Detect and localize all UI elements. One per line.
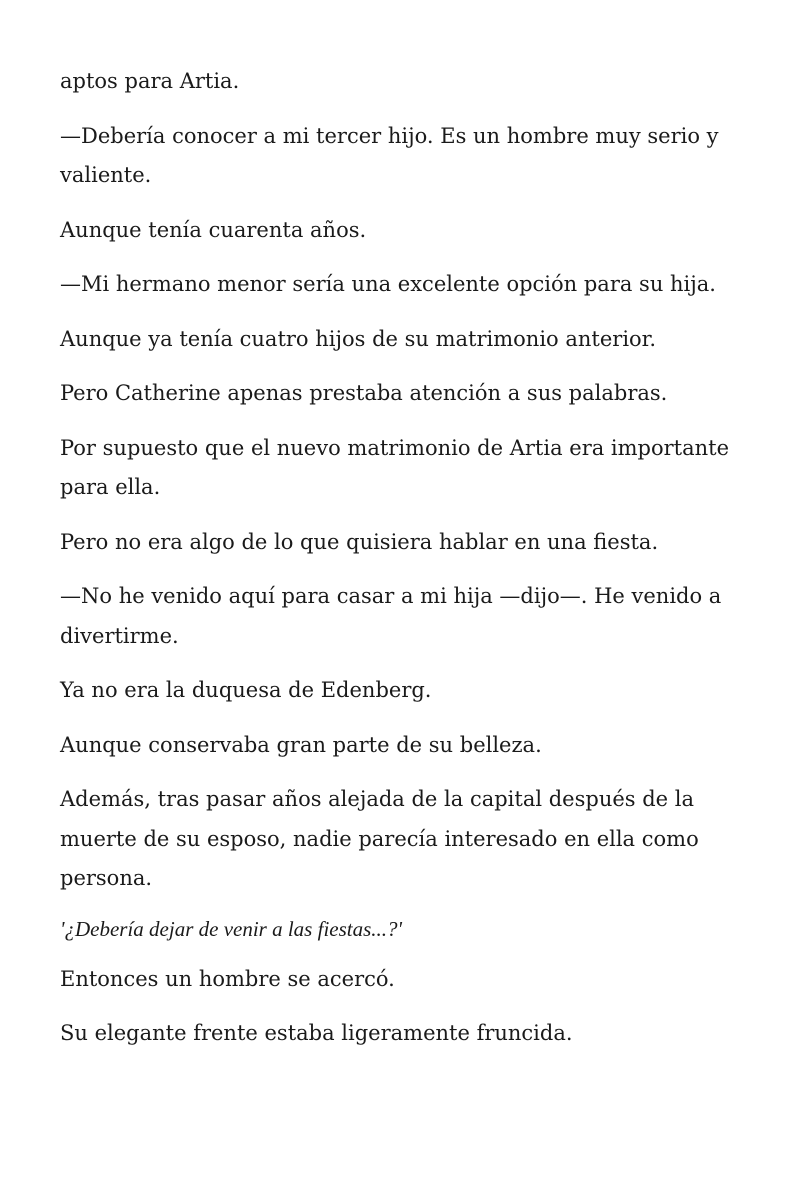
paragraph: Por supuesto que el nuevo matrimonio de Artia era importante para ella. (60, 435, 730, 499)
paragraph: Aunque conservaba gran parte de su belleza. (60, 732, 542, 757)
paragraph: —Debería conocer a mi tercer hijo. Es un hombre muy serio y valiente. (60, 123, 719, 187)
paragraph: Pero no era algo de lo que quisiera hablar en una fiesta. (60, 529, 659, 554)
paragraph: Aunque ya tenía cuatro hijos de su matrimonio anterior. (60, 326, 657, 351)
paragraph: —No he venido aquí para casar a mi hija —dijo—. He venido a divertirme. (60, 584, 722, 648)
paragraph: —Mi hermano menor sería una excelente opción para su hija. (60, 272, 716, 296)
paragraph: Ya no era la duquesa de Edenberg. (60, 678, 432, 702)
reading-page (60, 62, 750, 1069)
paragraph: Pero Catherine apenas prestaba atención a sus palabras. (60, 381, 668, 405)
paragraph: Entonces un hombre se acercó. (60, 966, 395, 991)
paragraph: Además, tras pasar años alejada de la capital después de la muerte de su esposo, nadie parecía interesado en ella como persona. (60, 787, 699, 890)
paragraph: aptos para Artia. (60, 69, 240, 93)
paragraph: Aunque tenía cuarenta años. (60, 217, 367, 242)
paragraph: Su elegante frente estaba ligeramente fruncida. (60, 1021, 573, 1045)
inner-thought-paragraph: '¿Debería dejar de venir a las fiestas...?' (60, 916, 403, 941)
